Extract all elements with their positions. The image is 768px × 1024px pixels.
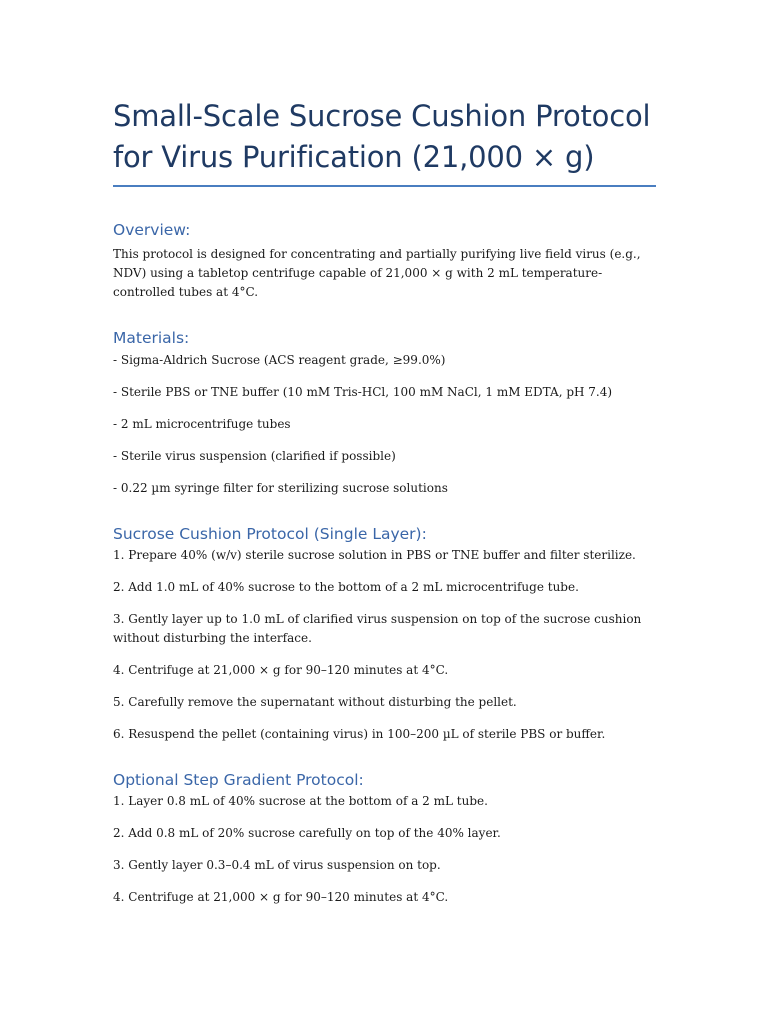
list-item: 3. Gently layer 0.3–0.4 mL of virus suspension on top. — [113, 858, 441, 872]
title-line-2: for Virus Purification (21,000 × g) — [113, 140, 595, 174]
cushion-protocol-section — [113, 524, 656, 744]
list-item: 5. Carefully remove the supernatant without disturbing the pellet. — [113, 695, 517, 709]
list-item: - 0.22 µm syringe filter for sterilizing sucrose solutions — [113, 481, 448, 495]
list-item: 2. Add 0.8 mL of 20% sucrose carefully on top of the 40% layer. — [113, 826, 501, 840]
gradient-protocol-section — [113, 770, 656, 907]
overview-text: This protocol is designed for concentrating and partially purifying live field virus (e.g., NDV) using a tabletop centrifuge capable of 21,000 × g with 2 mL temperature-controlled tubes at 4°C. — [113, 247, 641, 299]
list-item: 1. Prepare 40% (w/v) sterile sucrose solution in PBS or TNE buffer and filter sterilize. — [113, 548, 636, 562]
cushion-steps-list — [113, 546, 656, 744]
overview-heading: Overview: — [113, 221, 191, 239]
title-line-1: Small-Scale Sucrose Cushion Protocol — [113, 99, 651, 133]
list-item: 3. Gently layer up to 1.0 mL of clarified virus suspension on top of the sucrose cushion without disturbing the interface. — [113, 612, 646, 645]
list-item: 4. Centrifuge at 21,000 × g for 90–120 minutes at 4°C. — [113, 890, 449, 904]
document-title — [113, 96, 656, 187]
cushion-protocol-heading: Sucrose Cushion Protocol (Single Layer): — [113, 525, 427, 543]
gradient-protocol-heading: Optional Step Gradient Protocol: — [113, 771, 364, 789]
gradient-steps-list — [113, 792, 656, 907]
materials-section — [113, 328, 656, 498]
document-page — [113, 96, 656, 907]
list-item: 1. Layer 0.8 mL of 40% sucrose at the bottom of a 2 mL tube. — [113, 794, 488, 808]
list-item: - Sigma-Aldrich Sucrose (ACS reagent grade, ≥99.0%) — [113, 353, 446, 367]
overview-section — [113, 220, 656, 302]
list-item: 2. Add 1.0 mL of 40% sucrose to the bottom of a 2 mL microcentrifuge tube. — [113, 580, 579, 594]
materials-list — [113, 351, 656, 498]
list-item: 4. Centrifuge at 21,000 × g for 90–120 minutes at 4°C. — [113, 663, 449, 677]
list-item: - Sterile PBS or TNE buffer (10 mM Tris-HCl, 100 mM NaCl, 1 mM EDTA, pH 7.4) — [113, 385, 613, 399]
list-item: - 2 mL microcentrifuge tubes — [113, 417, 291, 431]
list-item: - Sterile virus suspension (clarified if possible) — [113, 449, 396, 463]
materials-heading: Materials: — [113, 329, 190, 347]
list-item: 6. Resuspend the pellet (containing virus) in 100–200 µL of sterile PBS or buffer. — [113, 727, 606, 741]
